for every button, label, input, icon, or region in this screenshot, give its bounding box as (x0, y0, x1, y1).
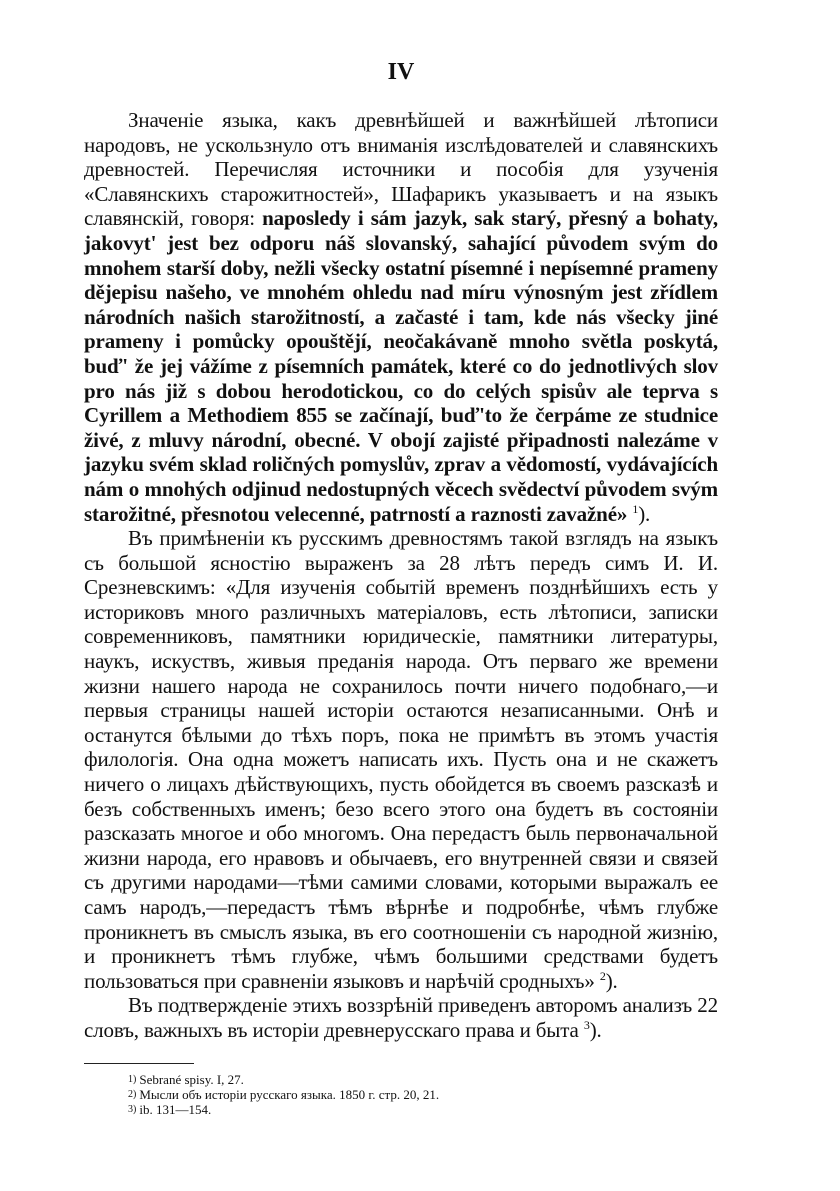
footnote-ref-3[interactable]: 3 (583, 1017, 590, 1032)
footnote-ref-2[interactable]: 2 (599, 968, 606, 983)
paragraph-2-text: Въ примѣненіи къ русскимъ древностямъ такой взглядъ на языкъ съ большой ясностію выраженъ за 28 лѣтъ передъ симъ И. И. Срезневскимъ: «Для изученія событій временъ позднѣйшихъ есть у историковъ много различныхъ матеріаловъ, есть лѣтописи, записки современниковъ, памятники юридическіе, памятники литературы, наукъ, искуствъ, живыя преданія народа. Отъ перваго же времени жизни нашего народа не сохранилось почти ничего подобнаго,—и первыя страницы нашей исторіи остаются незаписанными. Онѣ и останутся бѣлыми до тѣхъ поръ, пока не примѣтъ въ этомъ участія филологія. Она одна можетъ написать ихъ. Пусть она и не скажетъ ничего о лицахъ дѣйствующихъ, пусть обойдется въ своемъ разсказѣ и безъ собственныхъ именъ; безо всего этого она будетъ въ состояніи разсказать многое и обо многомъ. Она передастъ быль первоначальной жизни народа, его нравовъ и обычаевъ, его внутренней связи и связей съ другими народами—тѣми самими словами, которыми выражалъ ее самъ народъ,—передастъ тѣмъ вѣрнѣе и подробнѣе, чѣмъ глубже проникнетъ въ смыслъ языка, въ его соотношеніи съ народной жизнію, и проникнетъ тѣмъ глубже, чѣмъ большими средствами будетъ пользоваться при сравненіи языковъ и нарѣчій сродныхъ» (84, 526, 718, 993)
book-page (84, 58, 718, 1117)
footnote-divider (84, 1063, 194, 1064)
paragraph-2-end: ). (605, 968, 618, 993)
paragraph-3 (84, 993, 718, 1042)
paragraph-2 (84, 526, 718, 993)
footnote-marker: 1) (128, 1073, 137, 1085)
paragraph-1 (84, 108, 718, 526)
footnote-item (84, 1102, 718, 1117)
footnote-marker: 3) (128, 1103, 137, 1115)
footnote-item (84, 1087, 718, 1102)
czech-quotation: naposledy i sám jazyk, sak starý, přesný a bohaty, jakovyt' jest bez odporu náš slovanský, sahající původem svým do mnohem starší doby, nežli všecky ostatní písemné i nepísemné prameny dějepisu našeho, ve mnohém ohledu nad míru výnosným jest zřídlem národních našich starožitností, a začasté i tam, kde nás všecky jiné prameny i pomůcky opouštějí, neočakávaně mnoho světla poskytá, buď' že jej vážíme z písemních památek, které co do jednotlivých slov pro nás již s dobou herodotickou, co do celých spisův ale teprva s Cyrillem a Methodiem 855 se začínají, buď'to že čerpáme ze studnice živé, z mluvy národní, obecné. V obojí zajisté připadnosti nalezáme v jazyku svém sklad roličných pomyslův, zprav a vědomostí, vydávajících nám o mnohých odjinud nedostupných věcech svědectví původem svým starožitné, přesnotou velecenné, patrností a raznosti zavažné» (84, 206, 718, 526)
paragraph-1-text: Значеніе языка, какъ древнѣйшей и важнѣйшей лѣтописи народовъ, не ускользнуло отъ вниманія изслѣдователей и славянскихъ древностей. Перечисляя источники и пособія для узученія «Славянскихъ старожитностей», Шафарикъ указываетъ и на языкъ славянскій, говоря: (84, 108, 718, 231)
paragraph-3-text: Въ подтвержденіе этихъ воззрѣній приведенъ авторомъ анализъ 22 словъ, важныхъ въ исторіи древнерусскаго права и быта (84, 993, 718, 1042)
footnote-marker: 2) (128, 1088, 137, 1100)
footnote-text: Sebrané spisy. I, 27. (139, 1071, 244, 1087)
page-number: IV (387, 59, 415, 85)
paragraph-3-end: ). (589, 1017, 602, 1042)
footnotes (84, 1072, 718, 1117)
paragraph-1-end: ). (638, 501, 651, 526)
footnote-ref-1[interactable]: 1 (632, 501, 639, 516)
footnote-text: ib. 131—154. (139, 1101, 212, 1117)
footnote-text: Мысли объ исторіи русскаго языка. 1850 г. стр. 20, 21. (139, 1086, 440, 1102)
footnote-item (84, 1072, 718, 1087)
